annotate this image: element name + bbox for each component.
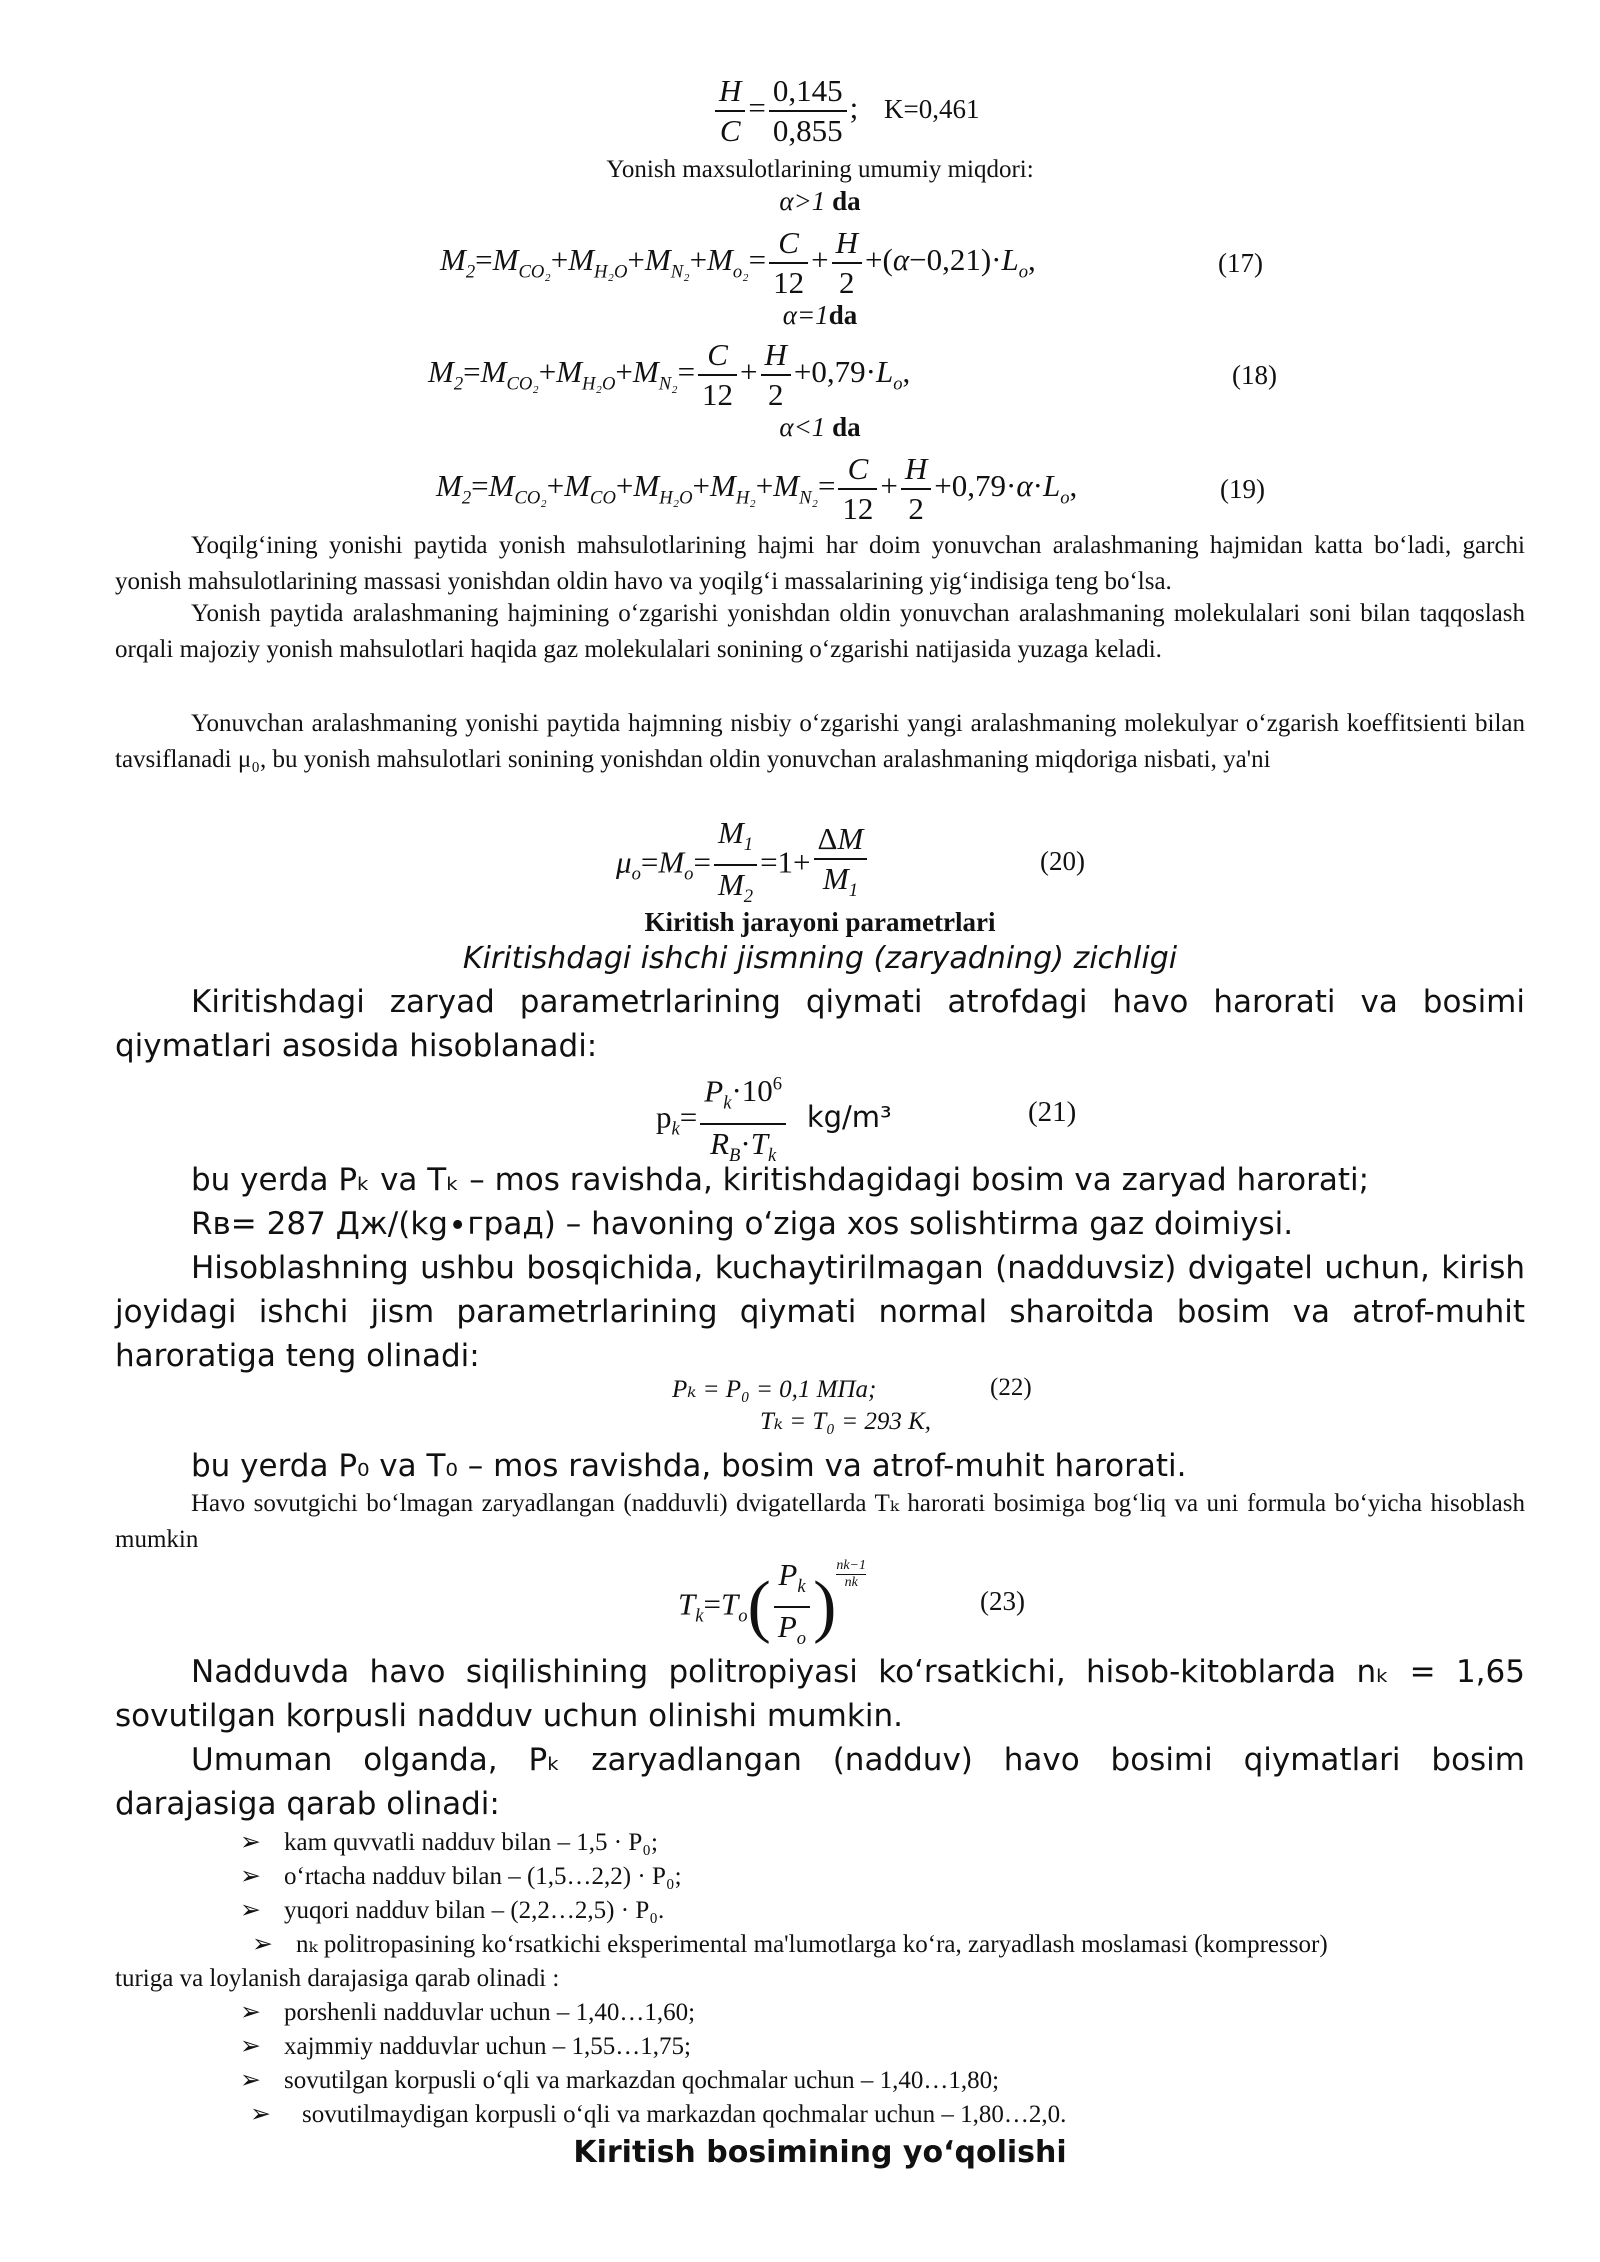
equation-21-unit: kg/m³ <box>806 1100 892 1135</box>
equation-17-number: (17) <box>1218 248 1263 278</box>
paragraph-volume-change: Yonish paytida aralashmaning hajmining o‘zgarishi yonishdan oldin yonuvchan aralashmaning molekulalari soni bilan taqqoslash orqali majoziy yonish mahsulotlari haqida gaz molekulalari sonining o‘zgarishi natijasida yuzaga keladi. <box>115 600 1525 663</box>
list-item: ➢ xajmmiy nadduvlar uchun – 1,55…1,75; <box>240 2030 691 2064</box>
equation-21: $p_k=$ $\frac{P_k\cdot 10^6}{R_B\cdot T_k}$ kg/m³ <box>656 1066 892 1175</box>
equation-h-c: $\frac{H}{C}$ = $\frac{0,145}{0,855}$ ; K=0,461 <box>712 72 979 150</box>
equation-23: $T_k=T_o$( $\frac{P_k}{P_o}$ ) $^{\frac{nk-1}{nk}}$ <box>678 1557 866 1650</box>
arrow-bullet-icon: ➢ <box>240 2033 261 2060</box>
equation-21-number: (21) <box>1028 1096 1077 1128</box>
equation-23-number: (23) <box>980 1586 1025 1616</box>
arrow-bullet-icon: ➢ <box>252 1931 273 1958</box>
list-item: ➢ kam quvvatli nadduv bilan – 1,5 · P₀; <box>240 1826 658 1860</box>
intro-line: Yonish maxsulotlarining umumiy miqdori: <box>606 156 1034 183</box>
paragraph-polytropic-index: Nadduvda havo siqilishining politropiyasi ko‘rsatkichi, hisob-kitoblarda nₖ = 1,65 sovutilgan korpusli nadduv uchun olinishi mumkin. <box>115 1654 1525 1734</box>
paragraph-nk-index-line2: turiga va loylanish darajasiga qarab olinadi : <box>115 1965 560 1992</box>
arrow-bullet-icon: ➢ <box>250 2101 271 2128</box>
arrow-bullet-icon: ➢ <box>240 1829 261 1856</box>
arrow-bullet-icon: ➢ <box>240 1897 261 1924</box>
equation-19-number: (19) <box>1220 474 1265 504</box>
paragraph-intake-charge: Kiritishdagi zaryad parametrlarining qiymati atrofdagi havo harorati va bosimi qiymatlari asosida hisoblanadi: <box>115 984 1525 1064</box>
arrow-bullet-icon: ➢ <box>240 1863 261 1890</box>
list-item: ➢ porshenli nadduvlar uchun – 1,40…1,60; <box>240 1996 695 2030</box>
equation-22-line1: Pₖ = P₀ = 0,1 МПа; <box>672 1376 877 1403</box>
paragraph-calculation-stage: Hisoblashning ushbu bosqichida, kuchaytirilmagan (nadduvsiz) dvigatel uchun, kirish joyidagi ishchi jism parametrlarining qiymati normal sharoitda bosim va atrof-muhit haroratiga teng olinadi: <box>115 1250 1525 1374</box>
k-value: K=0,461 <box>884 94 980 125</box>
paragraph-volume: Yoqilg‘ining yonishi paytida yonish mahsulotlarining hajmi har doim yonuvchan aralashmaning hajmidan katta bo‘ladi, garchi yonish mahsulotlarining massasi yonishdan oldin havo va yoqilg‘i massalarining yig‘indisiga teng bo‘lsa. <box>115 532 1525 595</box>
arrow-bullet-icon: ➢ <box>240 1999 261 2026</box>
paragraph-coefficient: Yonuvchan aralashmaning yonishi paytida hajmning nisbiy o‘zgarishi yangi aralashmaning molekulyar o‘zgarish koeffitsienti bilan tavsiflanadi μ₀, bu yonish mahsulotlari sonining yonishdan oldin yonuvchan aralashmaning miqdoriga nisbati, ya'ni <box>115 710 1525 773</box>
paragraph-boost-pressure: Umuman olganda, Pₖ zaryadlangan (nadduv) havo bosimi qiymatlari bosim darajasiga qarab olinadi: <box>115 1742 1525 1822</box>
equation-18-number: (18) <box>1232 360 1277 390</box>
condition-alpha-gt-1: α>1 da <box>779 186 861 216</box>
paragraph-tk-formula: Havo sovutgichi bo‘lmagan zaryadlangan (nadduvli) dvigatellarda Tₖ harorati bosimiga bog‘liq va uni formula bo‘yicha hisoblash mumkin <box>115 1490 1525 1553</box>
condition-alpha-lt-1: α<1 da <box>779 412 861 442</box>
list-item: ➢ yuqori nadduv bilan – (2,2…2,5) · P₀. <box>240 1894 664 1928</box>
subheading-charge-density: Kiritishdagi ishchi jismning (zaryadning) zichligi <box>462 941 1178 976</box>
arrow-bullet-icon: ➢ <box>240 2067 261 2094</box>
heading-intake-pressure-loss: Kiritish bosimining yo‘qolishi <box>573 2135 1067 2170</box>
paragraph-gas-constant: Rв= 287 Дж/(kg∙град) – havoning o‘ziga xos solishtirma gaz doimiysi. <box>191 1206 1294 1242</box>
equation-22-line2: Tₖ = T₀ = 293 К, <box>760 1408 931 1435</box>
equation-20: $\mu_o=M_o=$ $\frac{M_1}{M_2}$ =1+ $\frac{\Delta M}{M_1}$ <box>616 814 870 916</box>
paragraph-p0-t0-definition: bu yerda P₀ va T₀ – mos ravishda, bosim va atrof-muhit harorati. <box>191 1448 1187 1484</box>
equation-19: $M_2=M_{CO_2}+M_{CO}+M_{H_2O}+M_{H_2}+M_{N_2}=$ $\frac{C}{12}$ + $\frac{H}{2}$ $+0,79\cdot\alpha\cdot L_o$, <box>436 451 1078 526</box>
list-item: ➢ o‘rtacha nadduv bilan – (1,5…2,2) · P₀; <box>240 1860 682 1894</box>
equation-17: $M_2=M_{CO_2}+M_{H_2O}+M_{N_2}+M_{o_2}=$ $\frac{C}{12}$ + $\frac{H}{2}$ $+(\alpha-0,21)\cdot L_o$, <box>440 225 1036 300</box>
equation-20-number: (20) <box>1040 846 1085 876</box>
paragraph-pk-tk-definition: bu yerda Pₖ va Tₖ – mos ravishda, kiritishdagidagi bosim va zaryad harorati; <box>191 1162 1370 1198</box>
condition-alpha-eq-1: α=1da <box>782 300 858 330</box>
equation-18: $M_2=M_{CO_2}+M_{H_2O}+M_{N_2}=$ $\frac{C}{12}$ + $\frac{H}{2}$ $+0,79\cdot L_o$, <box>428 337 911 412</box>
list-item: ➢ sovutilgan korpusli o‘qli va markazdan qochmalar uchun – 1,40…1,80; <box>240 2064 999 2098</box>
heading-intake-parameters: Kiritish jarayoni parametrlari <box>644 907 996 937</box>
paragraph-nk-index-line1: ➢ nₖ politropasining ko‘rsatkichi eksperimental ma'lumotlarga ko‘ra, zaryadlash moslamasi (kompressor) <box>252 1928 1328 1962</box>
list-item: ➢ sovutilmaydigan korpusli o‘qli va markazdan qochmalar uchun – 1,80…2,0. <box>250 2098 1066 2132</box>
equation-22-number: (22) <box>990 1374 1032 1401</box>
